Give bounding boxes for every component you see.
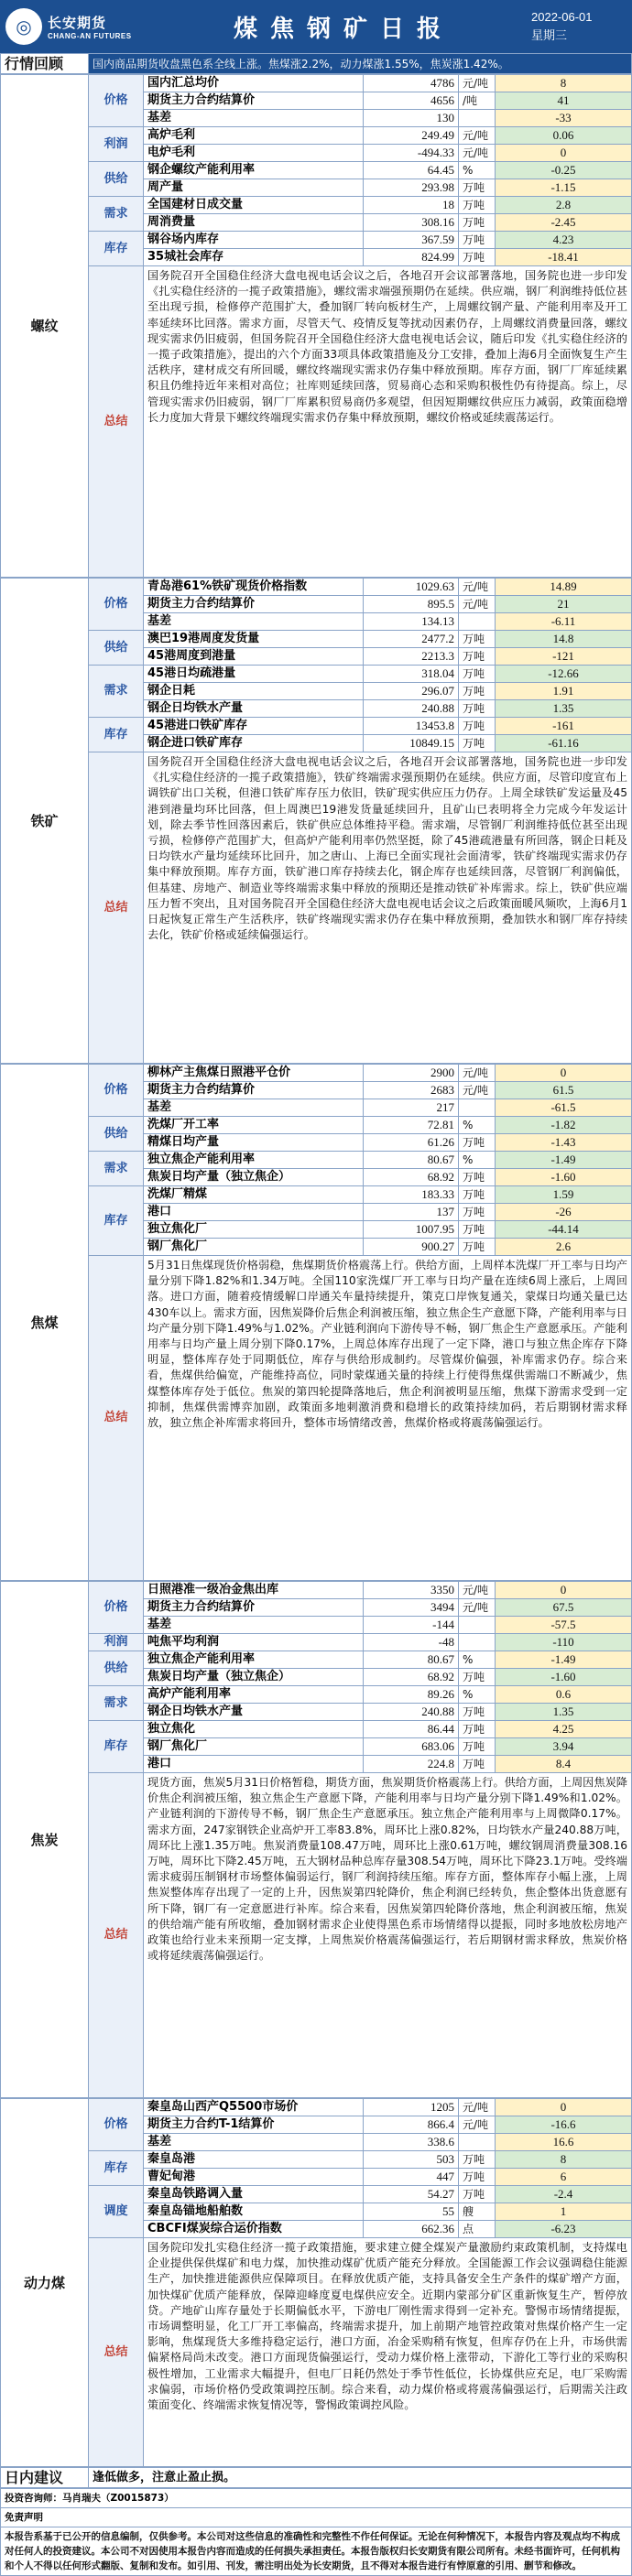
indicator-label: 基差	[144, 2134, 364, 2151]
indicator-label: 青岛港61%铁矿现货价格指数	[144, 579, 364, 596]
indicator-unit: %	[459, 1686, 496, 1704]
indicator-change: -6.11	[496, 613, 632, 631]
indicator-value: 240.88	[364, 1704, 459, 1721]
indicator-unit: 万吨	[459, 179, 496, 197]
indicator-value: 68.92	[364, 1669, 459, 1686]
category-label: 价格	[89, 75, 144, 127]
report-date-box	[531, 8, 632, 45]
summary-label: 总结	[89, 752, 144, 1064]
indicator-value: 895.5	[364, 596, 459, 613]
indicator-unit: 万吨	[459, 1221, 496, 1239]
indicator-label: 独立焦企产能利用率	[144, 1152, 364, 1169]
indicator-change: 1	[496, 2203, 632, 2221]
indicator-change: -26	[496, 1204, 632, 1221]
indicator-change: 1.35	[496, 700, 632, 718]
indicator-value: 3494	[364, 1599, 459, 1617]
indicator-label: 期货主力合约结算价	[144, 92, 364, 110]
section-name: 焦炭	[1, 1582, 89, 2098]
indicator-change: 8.4	[496, 1756, 632, 1773]
indicator-change: -6.23	[496, 2221, 632, 2238]
indicator-label: 精煤日均产量	[144, 1134, 364, 1152]
indicator-label: 独立焦企产能利用率	[144, 1651, 364, 1669]
indicator-unit: %	[459, 1651, 496, 1669]
indicator-label: 基差	[144, 1617, 364, 1634]
indicator-value: 318.04	[364, 666, 459, 683]
indicator-change: -1.43	[496, 1134, 632, 1152]
indicator-change: 41	[496, 92, 632, 110]
indicator-change: -161	[496, 718, 632, 735]
indicator-label: 期货主力合约结算价	[144, 1082, 364, 1099]
indicator-value: 13453.8	[364, 718, 459, 735]
indicator-change: -2.4	[496, 2186, 632, 2203]
advice-row	[0, 2467, 632, 2488]
indicator-value: 80.67	[364, 1152, 459, 1169]
logo-name-cn: 长安期货	[48, 15, 107, 31]
indicator-label: 日照港准一级冶金焦出库	[144, 1582, 364, 1599]
category-label: 需求	[89, 1686, 144, 1721]
indicator-unit: 万吨	[459, 648, 496, 666]
indicator-change: -61.5	[496, 1099, 632, 1117]
indicator-label: 柳林产主焦煤日照港平仓价	[144, 1065, 364, 1082]
indicator-value: 224.8	[364, 1756, 459, 1773]
indicator-label: 周产量	[144, 179, 364, 197]
indicator-unit: 万吨	[459, 2186, 496, 2203]
indicator-change: -1.60	[496, 1169, 632, 1186]
indicator-unit	[459, 1634, 496, 1651]
indicator-value: 1007.95	[364, 1221, 459, 1239]
indicator-value: 2683	[364, 1082, 459, 1099]
indicator-label: 秦皇岛锚地船舶数	[144, 2203, 364, 2221]
indicator-unit: 万吨	[459, 214, 496, 232]
company-logo	[0, 8, 137, 45]
disclaimer-title: 免责声明	[1, 2508, 632, 2527]
indicator-label: 吨焦平均利润	[144, 1634, 364, 1651]
indicator-value: 54.27	[364, 2186, 459, 2203]
indicator-unit: 万吨	[459, 232, 496, 249]
indicator-change: -18.41	[496, 249, 632, 266]
report-footer	[0, 2488, 632, 2576]
indicator-value: 68.92	[364, 1169, 459, 1186]
indicator-change: -1.82	[496, 1117, 632, 1134]
indicator-unit: 万吨	[459, 2169, 496, 2186]
report-title: 煤焦钢矿日报	[233, 15, 453, 43]
indicator-change: 3.94	[496, 1738, 632, 1756]
indicator-unit: 元/吨	[459, 1582, 496, 1599]
summary-label: 总结	[89, 2238, 144, 2467]
indicator-label: 期货主力合约结算价	[144, 596, 364, 613]
indicator-change: -1.15	[496, 179, 632, 197]
indicator-value: 1205	[364, 2099, 459, 2116]
section-4	[0, 2098, 632, 2467]
indicator-value: 3350	[364, 1582, 459, 1599]
indicator-value: 2900	[364, 1065, 459, 1082]
indicator-label: 45港进口铁矿库存	[144, 718, 364, 735]
indicator-change: 21	[496, 596, 632, 613]
indicator-unit	[459, 2134, 496, 2151]
indicator-value: 1029.63	[364, 579, 459, 596]
indicator-unit: 万吨	[459, 700, 496, 718]
indicator-label: 钢厂焦化厂	[144, 1239, 364, 1256]
section-2	[0, 1064, 632, 1581]
indicator-value: 18	[364, 197, 459, 214]
indicator-label: 曹妃甸港	[144, 2169, 364, 2186]
indicator-unit: 万吨	[459, 2151, 496, 2169]
indicator-value: 4786	[364, 75, 459, 92]
indicator-value: 130	[364, 110, 459, 127]
category-label: 供给	[89, 631, 144, 666]
indicator-unit: 元/吨	[459, 596, 496, 613]
indicator-unit	[459, 1617, 496, 1634]
indicator-change: -0.25	[496, 162, 632, 179]
indicator-unit: 元/吨	[459, 579, 496, 596]
indicator-unit: 万吨	[459, 1669, 496, 1686]
indicator-change: 14.89	[496, 579, 632, 596]
indicator-unit: 万吨	[459, 1186, 496, 1204]
category-label: 需求	[89, 197, 144, 232]
indicator-unit: 万吨	[459, 1239, 496, 1256]
indicator-label: 秦皇岛铁路调入量	[144, 2186, 364, 2203]
summary-text: 现货方面，焦炭5月31日价格暂稳，期货方面，焦炭期货价格震荡上行。供给方面，上周因焦炭降价焦企利润被压缩，独立焦企生产意愿下降，产能利用率与日均产量分别下降1.49%和1.02%。产业链利润的下游传导不畅，钢厂焦企生产意愿承压。独立焦企产能利用率与上周微降0.17%。需求方面，247家钢铁企业高炉开工率83.8%，周环比上涨0.82%，日均铁水产量240.88万吨，周环比上涨1.35万吨。焦炭消费量108.47万吨，周环比上涨0.61万吨，螺纹钢周消费量308.16万吨，周环比下降2.45万吨，五大钢材品种总库存量308.54万吨，周环比下降23.1万吨。受终端需求疲弱压制钢材市场整体偏弱运行，钢厂利润持续压缩。库存方面，整体库存小幅上涨，上周焦炭整体库存出现了一定的上升，因焦炭第四轮降价，焦企利润已经转负，焦企整体出货意愿有所下降，钢厂有一定意愿进行补库。综合来看，因焦炭第四轮降价落地，焦企利润被压缩，焦炭的供给端产能有所收缩，叠加钢材需求企业使得黑色系市场情绪得以提振，同时多地放松房地产政策也给行业未来预期一定支撑，上周焦炭价格震荡偏强运行，若后期钢材需求释放，焦炭价格或将延续震荡偏强运行。	[144, 1773, 632, 2098]
indicator-unit: 万吨	[459, 735, 496, 752]
section-name: 螺纹	[1, 75, 89, 578]
indicator-label: 钢企日均铁水产量	[144, 700, 364, 718]
indicator-unit: 万吨	[459, 631, 496, 648]
indicator-change: 1.59	[496, 1186, 632, 1204]
category-label: 价格	[89, 579, 144, 631]
indicator-label: 期货主力合约结算价	[144, 1599, 364, 1617]
indicator-label: 高炉毛利	[144, 127, 364, 145]
indicator-label: 35城社会库存	[144, 249, 364, 266]
indicator-change: 4.23	[496, 232, 632, 249]
section-name: 焦煤	[1, 1065, 89, 1581]
section-name: 铁矿	[1, 579, 89, 1064]
indicator-unit	[459, 1099, 496, 1117]
commodity-sections	[0, 74, 632, 2467]
section-1	[0, 578, 632, 1064]
indicator-value: 183.33	[364, 1186, 459, 1204]
indicator-label: 秦皇岛山西产Q5500市场价	[144, 2099, 364, 2116]
indicator-unit: 万吨	[459, 1756, 496, 1773]
indicator-change: 1.91	[496, 683, 632, 700]
indicator-unit: 元/吨	[459, 75, 496, 92]
indicator-value: 10849.15	[364, 735, 459, 752]
indicator-label: 45港周度到港量	[144, 648, 364, 666]
indicator-change: -57.5	[496, 1617, 632, 1634]
indicator-label: 高炉产能利用率	[144, 1686, 364, 1704]
indicator-label: 焦炭日均产量（独立焦企）	[144, 1669, 364, 1686]
indicator-value: 249.49	[364, 127, 459, 145]
category-label: 需求	[89, 666, 144, 718]
summary-text: 国务院召开全国稳住经济大盘电视电话会议之后，各地召开会议部署落地，国务院也进一步印发《扎实稳住经济的一揽子政策措施》，螺纹需求端强预期仍在延续。供应端，钢厂利润维持低位甚至出现亏损，检修停产范围扩大，叠加钢厂转向板材生产，上周螺纹钢产量、产能利用率及开工率延续环比回落。需求方面，尽管天气、疫情反复等扰动因素仍存，上周螺纹消费量回落，螺纹现实需求仍旧疲弱，但国务院召开全国稳住经济大盘电视电话会议，随后印发《扎实稳住经济的一揽子政策措施》，提出的六个方面33项具体政策措施及分工安排，叠加上海6月全面恢复生产生活秩序，建材成交有所回暖，螺纹终端现实需求仍存集中释放预期。库存方面，钢厂厂库延续累积且仍维持近年来相对高位；社库则延续回落，贸易商心态和采购积极性仍有待提高。综上，尽管现实需求仍旧疲弱，钢厂厂库累积贸易商仍多观望，但因短期螺纹供应压力减弱，政策面稳增长力度加大背景下螺纹终端现实需求仍存集中释放预期，螺纹价格或延续震荡运行。	[144, 266, 632, 578]
indicator-label: 澳巴19港周度发货量	[144, 631, 364, 648]
indicator-change: 0.6	[496, 1686, 632, 1704]
indicator-change: 4.25	[496, 1721, 632, 1738]
indicator-value: 240.88	[364, 700, 459, 718]
indicator-unit: 万吨	[459, 1169, 496, 1186]
category-label: 供给	[89, 1651, 144, 1686]
indicator-unit: 元/吨	[459, 1599, 496, 1617]
indicator-change: -33	[496, 110, 632, 127]
indicator-value: 89.26	[364, 1686, 459, 1704]
indicator-unit: %	[459, 162, 496, 179]
indicator-change: -44.14	[496, 1221, 632, 1239]
indicator-unit: %	[459, 1152, 496, 1169]
indicator-label: 独立焦化厂	[144, 1221, 364, 1239]
indicator-value: 447	[364, 2169, 459, 2186]
indicator-label: 45港日均疏港量	[144, 666, 364, 683]
indicator-label: 焦炭日均产量（独立焦企）	[144, 1169, 364, 1186]
indicator-change: 6	[496, 2169, 632, 2186]
indicator-label: 国内汇总均价	[144, 75, 364, 92]
logo-name-en: CHANG-AN FUTURES	[48, 32, 132, 40]
indicator-unit: 万吨	[459, 683, 496, 700]
report-weekday: 星期三	[531, 28, 568, 42]
indicator-unit: 元/吨	[459, 1065, 496, 1082]
indicator-change: 2.8	[496, 197, 632, 214]
indicator-change: -2.45	[496, 214, 632, 232]
indicator-change: -1.60	[496, 1669, 632, 1686]
summary-label: 总结	[89, 266, 144, 578]
review-label: 行情回顾	[1, 54, 89, 74]
review-text: 国内商品期货收盘黑色系全线上涨。焦煤涨2.2%，动力煤涨1.55%，焦炭涨1.42%。	[89, 54, 632, 74]
section-name: 动力煤	[1, 2099, 89, 2467]
indicator-unit	[459, 613, 496, 631]
category-label: 库存	[89, 1721, 144, 1773]
indicator-label: 钢企进口铁矿库存	[144, 735, 364, 752]
category-label: 库存	[89, 718, 144, 752]
indicator-label: 港口	[144, 1756, 364, 1773]
indicator-label: 全国建材日成交量	[144, 197, 364, 214]
analyst-info: 投资咨询师：马肖瑞夫（Z0015873）	[1, 2489, 632, 2508]
indicator-label: 钢企日耗	[144, 683, 364, 700]
indicator-value: 61.26	[364, 1134, 459, 1152]
indicator-label: 钢厂焦化厂	[144, 1738, 364, 1756]
indicator-unit: 万吨	[459, 1738, 496, 1756]
indicator-unit: 万吨	[459, 197, 496, 214]
summary-text: 国务院召开全国稳住经济大盘电视电话会议之后，各地召开会议部署落地，国务院也进一步印发《扎实稳住经济的一揽子政策措施》，铁矿终端需求强预期仍在延续。供应方面，尽管印度宣布上调铁矿出口关税，但港口铁矿库存压力依旧，铁矿现实供应压力仍存。上周全球铁矿发运量及45港到港量均环比回落，但上周澳巴19港发货量延续回升，且矿山已表明将全力完成今年发运计划，除去季节性回落因素后，铁矿供应总体维持平稳。需求端，尽管钢厂利润维持低位甚至出现亏损，检修停产范围扩大，但高炉产能利用率仍然坚挺，除了45港疏港量有所回落，钢企日耗及日均铁水产量均延续环比回升，加之唐山、上海已全面实现社会面清零，铁矿终端现实需求仍存集中释放预期。库存方面，铁矿港口库存持续去化，钢企库存也延续回落，尽管钢厂利润偏低，但基建、房地产、制造业等终端需求集中释放的预期还是推动铁矿补库需求。综上，铁矿供应端压力暂不突出，且对国务院召开全国稳住经济大盘电视电话会议之后政策面暖风频吹，上海6月1日起恢复正常生产生活秩序，铁矿终端现实需求仍存在集中释放预期，叠加铁水和钢厂库存持续去化，铁矿价格或延续偏强运行。	[144, 752, 632, 1064]
indicator-change: 61.5	[496, 1082, 632, 1099]
indicator-unit: 万吨	[459, 666, 496, 683]
category-label: 利润	[89, 1634, 144, 1651]
indicator-change: -61.16	[496, 735, 632, 752]
indicator-value: 866.4	[364, 2116, 459, 2134]
indicator-unit: /吨	[459, 92, 496, 110]
indicator-value: 4656	[364, 92, 459, 110]
indicator-unit: 点	[459, 2221, 496, 2238]
indicator-label: 港口	[144, 1204, 364, 1221]
indicator-unit: 艘	[459, 2203, 496, 2221]
indicator-value: 824.99	[364, 249, 459, 266]
category-label: 价格	[89, 1065, 144, 1117]
summary-text: 5月31日焦煤现货价格弱稳，焦煤期货价格震荡上行。供给方面，上周样本洗煤厂开工率与日均产量分别下降1.82%和1.34万吨。全国110家洗煤厂开工率与日均产量在连续6周上涨后，上周回落。进口方面，随着疫情缓解口岸通关车量持续提升，策克口岸恢复通关，蒙煤日均通关量已达430车以上。需求方面，因焦炭降价后焦企利润被压缩，独立焦企生产意愿下降，产能利用率与日均产量分别下降1.49%与1.02%。产业链利润向下游传导不畅，钢厂焦企生产意愿承压。产能利用率与日均产量上周分别下降0.17%，上周总体库存出现了一定下降，港口与独立焦企库存下降明显，整体库存处于同期低位，库存与供给形成制约。尽管煤价偏强，补库需求仍存。综合来看，焦煤供给偏宽，产能维持高位，同时蒙煤通关量的持续上行使得焦煤供需端口不断减少，焦煤整体库存处于低位。焦炭的第四轮提降落地后，焦企利润被明显压缩，焦煤下游需求受到一定抑制，焦煤供需博弈加剧，政策面多地刺激消费和稳增长的政策持续加码，若后期钢材需求释放，独立焦企补库需求将回升，整体市场情绪改善，焦煤价格或将震荡偏强运行。	[144, 1256, 632, 1581]
category-label: 调度	[89, 2186, 144, 2238]
indicator-change: 0.06	[496, 127, 632, 145]
indicator-change: 8	[496, 2151, 632, 2169]
indicator-value: 80.67	[364, 1651, 459, 1669]
indicator-label: 基差	[144, 1099, 364, 1117]
category-label: 供给	[89, 1117, 144, 1152]
indicator-unit: 万吨	[459, 1134, 496, 1152]
indicator-value: 308.16	[364, 214, 459, 232]
indicator-value: 55	[364, 2203, 459, 2221]
indicator-value: 503	[364, 2151, 459, 2169]
indicator-value: -48	[364, 1634, 459, 1651]
indicator-unit: 元/吨	[459, 2116, 496, 2134]
indicator-change: -1.49	[496, 1152, 632, 1169]
advice-label: 日内建议	[1, 2468, 89, 2488]
summary-label: 总结	[89, 1256, 144, 1581]
indicator-unit: 万吨	[459, 1704, 496, 1721]
indicator-value: 338.6	[364, 2134, 459, 2151]
indicator-value: 2213.3	[364, 648, 459, 666]
indicator-label: 秦皇岛港	[144, 2151, 364, 2169]
category-label: 库存	[89, 232, 144, 266]
indicator-change: -12.66	[496, 666, 632, 683]
indicator-value: 293.98	[364, 179, 459, 197]
indicator-value: 367.59	[364, 232, 459, 249]
indicator-change: -1.49	[496, 1651, 632, 1669]
category-label: 价格	[89, 1582, 144, 1634]
indicator-unit: 元/吨	[459, 127, 496, 145]
indicator-value: 64.45	[364, 162, 459, 179]
report-date: 2022-06-01	[531, 10, 593, 24]
indicator-value: 86.44	[364, 1721, 459, 1738]
indicator-unit: 元/吨	[459, 2099, 496, 2116]
report-header	[0, 0, 632, 53]
indicator-change: 1.35	[496, 1704, 632, 1721]
indicator-label: 洗煤厂精煤	[144, 1186, 364, 1204]
category-label: 价格	[89, 2099, 144, 2151]
section-3	[0, 1581, 632, 2098]
indicator-unit: 万吨	[459, 1204, 496, 1221]
indicator-label: CBCFI煤炭综合运价指数	[144, 2221, 364, 2238]
indicator-unit: %	[459, 1117, 496, 1134]
advice-text: 逢低做多，注意止盈止损。	[89, 2468, 632, 2488]
indicator-label: 基差	[144, 613, 364, 631]
indicator-value: 134.13	[364, 613, 459, 631]
category-label: 供给	[89, 162, 144, 197]
indicator-value: -144	[364, 1617, 459, 1634]
indicator-value: 296.07	[364, 683, 459, 700]
indicator-label: 洗煤厂开工率	[144, 1117, 364, 1134]
indicator-change: 0	[496, 145, 632, 162]
indicator-unit: 万吨	[459, 1721, 496, 1738]
indicator-label: 期货主力合约T-1结算价	[144, 2116, 364, 2134]
indicator-change: -16.6	[496, 2116, 632, 2134]
indicator-unit: 万吨	[459, 249, 496, 266]
indicator-unit: 万吨	[459, 718, 496, 735]
indicator-value: 72.81	[364, 1117, 459, 1134]
indicator-change: 0	[496, 1582, 632, 1599]
indicator-change: -121	[496, 648, 632, 666]
summary-label: 总结	[89, 1773, 144, 2098]
indicator-unit: 元/吨	[459, 145, 496, 162]
disclaimer-text: 本报告系基于已公开的信息编制，仅供参考。本公司对这些信息的准确性和完整性不作任何保证。无论在何种情况下，本报告内容及观点均不构成对任何人的投资建议。本公司不对因使用本报告内容而造成的任何损失承担责任。本报告版权归长安期货有限公司所有。未经书面许可，任何机构和个人不得以任何形式翻版、复制和发布。如引用、刊发，需注明出处为长安期货，且不得对本报告进行有悖原意的引用、删节和修改。	[1, 2527, 632, 2576]
summary-text: 国务院印发扎实稳住经济一揽子政策措施，要求建立健全煤炭产量激励约束政策机制，支持煤电企业提供保供煤矿和电力煤，加快推动煤矿优质产能充分释放。全国能源工作会议强调稳住能源生产，加快推进能源供应保障项目。在释放优质产能，支持具备安全生产条件的煤矿增产方面，加快煤矿优质产能释放，保障迎峰度夏电煤供应安全。近期内蒙部分矿区重新恢复生产，暂停放贷。产地矿山库存量处于长期偏低水平，下游电厂刚性需求得到一定补充。警惕市场情绪提振，市场调整明显，化工厂开工率偏高，终端需求提升，加上前期产地管控政策对焦煤价格产生一定影响，焦煤现货大多维持稳定运行，港口方面，冶金采购稍有恢复，但库存仍在上升，市场供需偏紧格局尚未改变。港口方面现货偏强运行，受动力煤价格上涨带动，下游化工等行业的采购积极性增加，工业需求大幅提升，但电厂日耗仍然处于季节性低位，长协煤供应充足，电厂采购需求偏弱，市场价格仍受政策调控压制。综合来看，动力煤价格或将震荡偏强运行，后期需关注政策面变化、终端需求恢复情况等，警惕政策调控风险。	[144, 2238, 632, 2467]
indicator-value: -494.33	[364, 145, 459, 162]
indicator-change: 0	[496, 2099, 632, 2116]
indicator-change: 8	[496, 75, 632, 92]
category-label: 利润	[89, 127, 144, 162]
category-label: 需求	[89, 1152, 144, 1186]
indicator-label: 电炉毛利	[144, 145, 364, 162]
indicator-change: 16.6	[496, 2134, 632, 2151]
indicator-value: 2477.2	[364, 631, 459, 648]
category-label: 库存	[89, 2151, 144, 2186]
indicator-label: 基差	[144, 110, 364, 127]
indicator-change: 67.5	[496, 1599, 632, 1617]
indicator-value: 217	[364, 1099, 459, 1117]
indicator-unit	[459, 110, 496, 127]
indicator-label: 钢企日均铁水产量	[144, 1704, 364, 1721]
indicator-change: 2.6	[496, 1239, 632, 1256]
indicator-label: 独立焦化	[144, 1721, 364, 1738]
indicator-change: 0	[496, 1065, 632, 1082]
section-0	[0, 74, 632, 578]
logo-emblem-icon: ◎	[5, 8, 42, 45]
category-label: 库存	[89, 1186, 144, 1256]
indicator-label: 钢谷场内库存	[144, 232, 364, 249]
indicator-value: 900.27	[364, 1239, 459, 1256]
indicator-change: 14.8	[496, 631, 632, 648]
indicator-label: 周消费量	[144, 214, 364, 232]
indicator-value: 683.06	[364, 1738, 459, 1756]
indicator-label: 钢企螺纹产能利用率	[144, 162, 364, 179]
indicator-change: -110	[496, 1634, 632, 1651]
indicator-unit: 元/吨	[459, 1082, 496, 1099]
indicator-value: 662.36	[364, 2221, 459, 2238]
indicator-value: 137	[364, 1204, 459, 1221]
market-review	[0, 53, 632, 74]
